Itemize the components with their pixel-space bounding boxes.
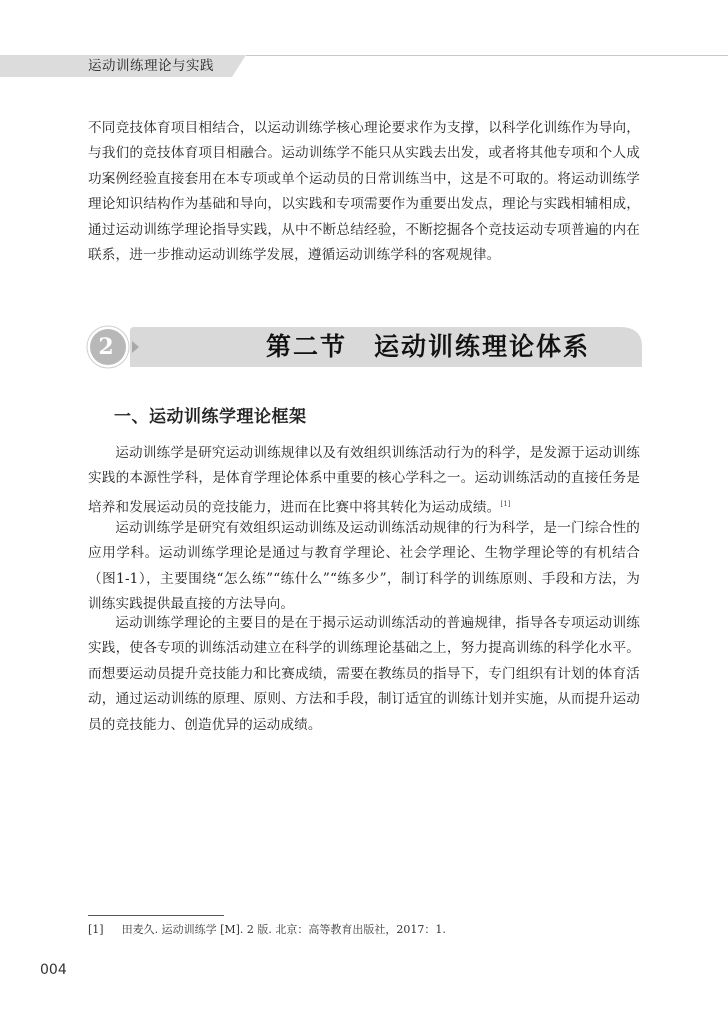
footnote-marker: [1] xyxy=(88,923,104,936)
citation-marker: [1] xyxy=(500,499,511,508)
section-banner xyxy=(86,324,646,370)
paragraph-intro: 不同竞技体育项目相结合，以运动训练学核心理论要求作为支撑，以科学化训练作为导向，与我们的竞技体育项目相融合。运动训练学不能只从实践去出发，或者将其他专项和个人成功案例经验直接套用在本专项或单个运动员的日常训练当中，这是不可取的。将运动训练学理论知识结构作为基础和导向，以实践和专项需要作为重要出发点，理论与实践相辅相成，通过运动训练学理论指导实践，从中不断总结经验，不断挖掘各个竞技运动专项普遍的内在联系，进一步推动运动训练学发展，遵循运动训练学科的客观规律。 xyxy=(88,120,640,264)
footnote-rule xyxy=(88,915,224,916)
paragraph-definition xyxy=(88,441,640,521)
running-header-title: 运动训练理论与实践 xyxy=(88,58,214,74)
subsection-heading: 一、运动训练学理论框架 xyxy=(114,407,307,427)
section-title: 第二节 运动训练理论体系 xyxy=(265,332,590,361)
paragraph-definition-text: 运动训练学是研究运动训练规律以及有效组织训练活动行为的科学，是发源于运动训练实践的本源性学科，是体育学理论体系中重要的核心学科之一。运动训练活动的直接任务是培养和发展运动员的竞技能力，进而在比赛中将其转化为运动成绩。 xyxy=(88,445,640,516)
footnote xyxy=(88,921,446,937)
footnote-text: 田麦久. 运动训练学 [M]. 2 版. 北京：高等教育出版社，2017：1. xyxy=(121,923,446,936)
paragraph-applied-science: 运动训练学是研究有效组织运动训练及运动训练活动规律的行为科学，是一门综合性的应用学科。运动训练学理论是通过与教育学理论、社会学理论、生物学理论等的有机结合（图1-1），主要围绕“怎么练”“练什么”“练多少”，制订科学的训练原则、手段和方法，为训练实践提供最直接的方法导向。 xyxy=(88,520,640,613)
page-number: 004 xyxy=(40,962,67,978)
section-number: 2 xyxy=(98,334,114,360)
paragraph-purpose: 运动训练学理论的主要目的是在于揭示运动训练活动的普遍规律，指导各专项运动训练实践，使各专项的训练活动建立在科学的训练理论基础之上，努力提高训练的科学化水平。而想要运动员提升竞技能力和比赛成绩，需要在教练员的指导下，专门组织有计划的体育活动，通过运动训练的原理、原则、方法和手段，制订适宜的训练计划并实施，从而提升运动员的竞技能力、创造优异的运动成绩。 xyxy=(88,615,640,733)
